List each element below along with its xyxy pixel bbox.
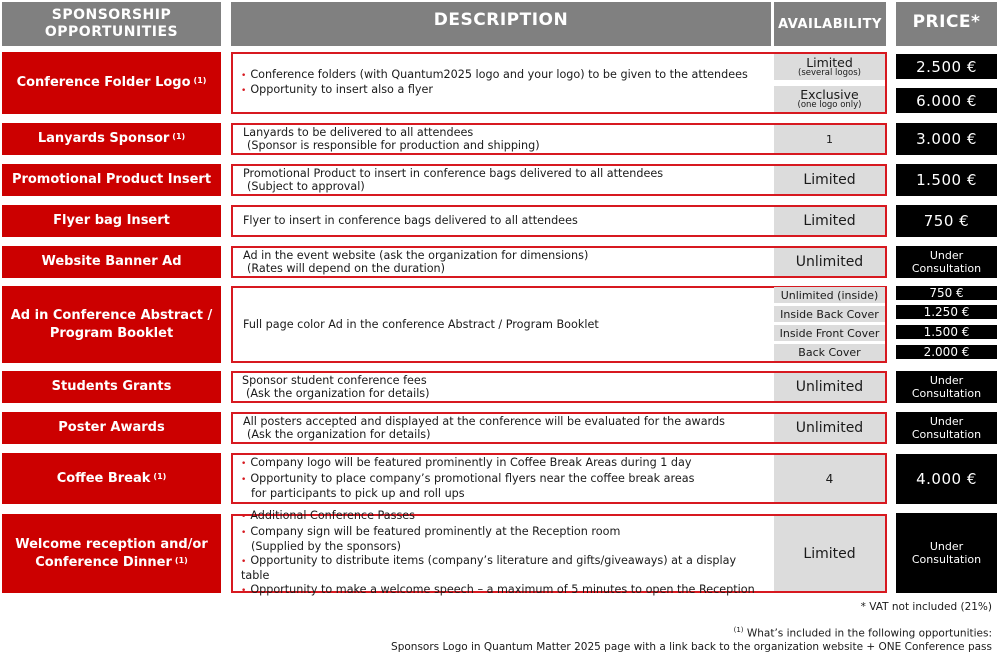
bullet-icon: •: [241, 512, 247, 522]
footnote-mark: (1): [174, 555, 188, 565]
description-subline: (Rates will depend on the duration): [247, 262, 445, 275]
price-line1: Under: [929, 540, 964, 553]
availability-cell: 1: [774, 125, 885, 153]
description-text: [241, 509, 765, 596]
label-text: Lanyards Sponsor: [37, 131, 170, 146]
description-subline: (Ask the organization for details): [246, 387, 430, 400]
header-availability: AVAILABILITY: [774, 2, 886, 46]
description-bullet-item: [241, 525, 765, 541]
row-label-conference-folder-logo: [2, 52, 221, 114]
price-cell: 2.000 €: [896, 345, 997, 359]
included-title-text: What’s included in the following opportunities:: [746, 627, 992, 640]
bullet-icon: •: [241, 86, 247, 96]
price-cell: 1.500 €: [896, 325, 997, 339]
price-line2: Consultation: [911, 262, 982, 275]
header-description: DESCRIPTION: [231, 2, 771, 46]
price-cell: 750 €: [896, 286, 997, 300]
row-label-lanyards-sponsor: [2, 123, 221, 155]
availability-note: (several logos): [798, 68, 861, 78]
row-label-poster-awards: [2, 412, 221, 444]
vat-footnote: * VAT not included (21%): [860, 601, 992, 613]
price-cell: [896, 513, 997, 593]
description-bullet-item: [241, 472, 765, 488]
header-opportunities: [2, 2, 221, 46]
description-bullet-item: [241, 509, 765, 525]
availability-note: (one logo only): [797, 100, 862, 110]
availability-cell: Unlimited: [774, 248, 885, 276]
availability-cell: Inside Front Cover: [774, 325, 885, 341]
description-text: [243, 248, 765, 276]
bullet-icon: •: [241, 556, 247, 567]
availability-cell: Unlimited (inside): [774, 287, 885, 303]
bullet-text: Additional Conference Passes: [250, 509, 415, 522]
label-text-line1: Welcome reception and/or: [15, 536, 208, 552]
price-cell: [896, 412, 997, 444]
description-bullet-item: [241, 554, 765, 583]
row-label-students-grants: [2, 371, 221, 403]
bullet-text: Opportunity to insert also a flyer: [250, 83, 433, 96]
row-label-ad-in-conference-abstract: [2, 286, 221, 363]
description-subline: (Sponsor is responsible for production and shipping): [247, 139, 540, 152]
price-line2: Consultation: [911, 387, 982, 400]
description-text: [243, 288, 765, 361]
bullet-icon: •: [241, 585, 247, 596]
description-line: Sponsor student conference fees: [242, 373, 427, 387]
description-bullet-item: [241, 68, 765, 84]
price-cell: 4.000 €: [896, 454, 997, 504]
bullet-icon: •: [241, 474, 247, 485]
availability-cell: [774, 54, 885, 80]
description-text: [242, 373, 765, 401]
description-text: [243, 166, 765, 194]
description-line: Flyer to insert in conference bags delivered to all attendees: [243, 214, 578, 228]
bullet-icon: •: [241, 527, 247, 538]
description-text: [241, 455, 765, 502]
price-line1: Under: [929, 249, 964, 262]
price-cell: 6.000 €: [896, 88, 997, 113]
price-cell: [896, 246, 997, 278]
footnote-mark: (1): [733, 626, 744, 634]
description-line: Promotional Product to insert in conference bags delivered to all attendees: [243, 166, 664, 180]
footnote-mark: (1): [172, 132, 186, 141]
availability-cell: Limited: [774, 207, 885, 235]
availability-cell: [774, 86, 885, 112]
label-text: Coffee Break: [56, 470, 151, 486]
description-continuation: for participants to pick up and roll ups: [251, 487, 465, 501]
price-line2: Consultation: [911, 553, 982, 566]
header-opportunities-line2: OPPORTUNITIES: [44, 24, 179, 40]
row-label-coffee-break: [2, 453, 221, 504]
header-opportunities-line1: SPONSORSHIP: [51, 7, 172, 23]
availability-value: Limited: [806, 55, 853, 70]
row-label-welcome-reception: [2, 514, 221, 593]
label-text: Flyer bag Insert: [53, 213, 170, 228]
footnote-mark: (1): [193, 76, 207, 85]
description-text: [243, 125, 765, 153]
description-line: Lanyards to be delivered to all attendees: [243, 125, 474, 139]
included-footnote-text: Sponsors Logo in Quantum Matter 2025 page with a link back to the organization website + ONE Conference pass: [391, 641, 992, 653]
description-text: [241, 54, 765, 112]
label-text-line2: Conference Dinner: [35, 554, 172, 570]
row-label-flyer-bag-insert: [2, 205, 221, 237]
availability-cell: Unlimited: [774, 373, 885, 401]
price-cell: [896, 371, 997, 403]
price-cell: 2.500 €: [896, 54, 997, 79]
bullet-text: Opportunity to place company’s promotional flyers near the coffee break areas: [250, 471, 695, 485]
price-cell: 3.000 €: [896, 123, 997, 155]
label-text: Website Banner Ad: [41, 254, 182, 269]
availability-value: Exclusive: [800, 87, 859, 102]
label-text: Promotional Product Insert: [11, 172, 212, 187]
availability-cell: Limited: [774, 516, 885, 591]
label-text: Poster Awards: [58, 420, 165, 435]
price-cell: 750 €: [896, 205, 997, 237]
label-text-line2: Program Booklet: [49, 325, 174, 341]
bullet-icon: •: [241, 70, 247, 81]
bullet-text: Opportunity to distribute items (company’s literature and gifts/giveaways) at a display table: [241, 553, 737, 582]
bullet-text: Company logo will be featured prominently in Coffee Break Areas during 1 day: [250, 456, 692, 470]
label-text: Conference Folder Logo: [16, 75, 191, 90]
description-bullet-item: [241, 83, 765, 99]
price-cell: 1.500 €: [896, 164, 997, 196]
bullet-icon: •: [241, 459, 247, 470]
header-price: PRICE*: [896, 2, 997, 46]
price-line2: Consultation: [911, 428, 982, 441]
availability-cell: 4: [774, 455, 885, 502]
description-text: [243, 207, 765, 235]
bullet-text: Opportunity to make a welcome speech – a maximum of 5 minutes to open the Reception: [250, 582, 755, 596]
bullet-text: Company sign will be featured prominently at the Reception room: [250, 524, 621, 538]
row-label-promotional-product-insert: [2, 164, 221, 196]
row-label-website-banner-ad: [2, 246, 221, 278]
footnote-mark: (1): [153, 471, 167, 481]
availability-cell: Back Cover: [774, 344, 885, 361]
description-text: [243, 414, 765, 442]
price-cell: 1.250 €: [896, 305, 997, 319]
description-bullet-item: [241, 456, 765, 472]
description-continuation: (Supplied by the sponsors): [251, 540, 402, 553]
availability-cell: Inside Back Cover: [774, 306, 885, 322]
description-line: Ad in the event website (ask the organization for dimensions): [243, 248, 589, 262]
description-subline: (Subject to approval): [247, 180, 365, 193]
description-subline: (Ask the organization for details): [247, 428, 431, 441]
price-line1: Under: [929, 415, 964, 428]
description-line: Full page color Ad in the conference Abstract / Program Booklet: [243, 317, 599, 331]
description-bullet-item: [241, 583, 765, 599]
label-text-line1: Ad in Conference Abstract /: [10, 307, 213, 323]
included-footnote-title: [392, 626, 992, 640]
bullet-text: Conference folders (with Quantum2025 logo and your logo) to be given to the attendees: [250, 67, 748, 81]
availability-cell: Unlimited: [774, 414, 885, 442]
label-text: Students Grants: [51, 379, 172, 394]
availability-cell: Limited: [774, 166, 885, 194]
price-line1: Under: [929, 374, 964, 387]
description-line: All posters accepted and displayed at the conference will be evaluated for the awards: [243, 414, 725, 428]
